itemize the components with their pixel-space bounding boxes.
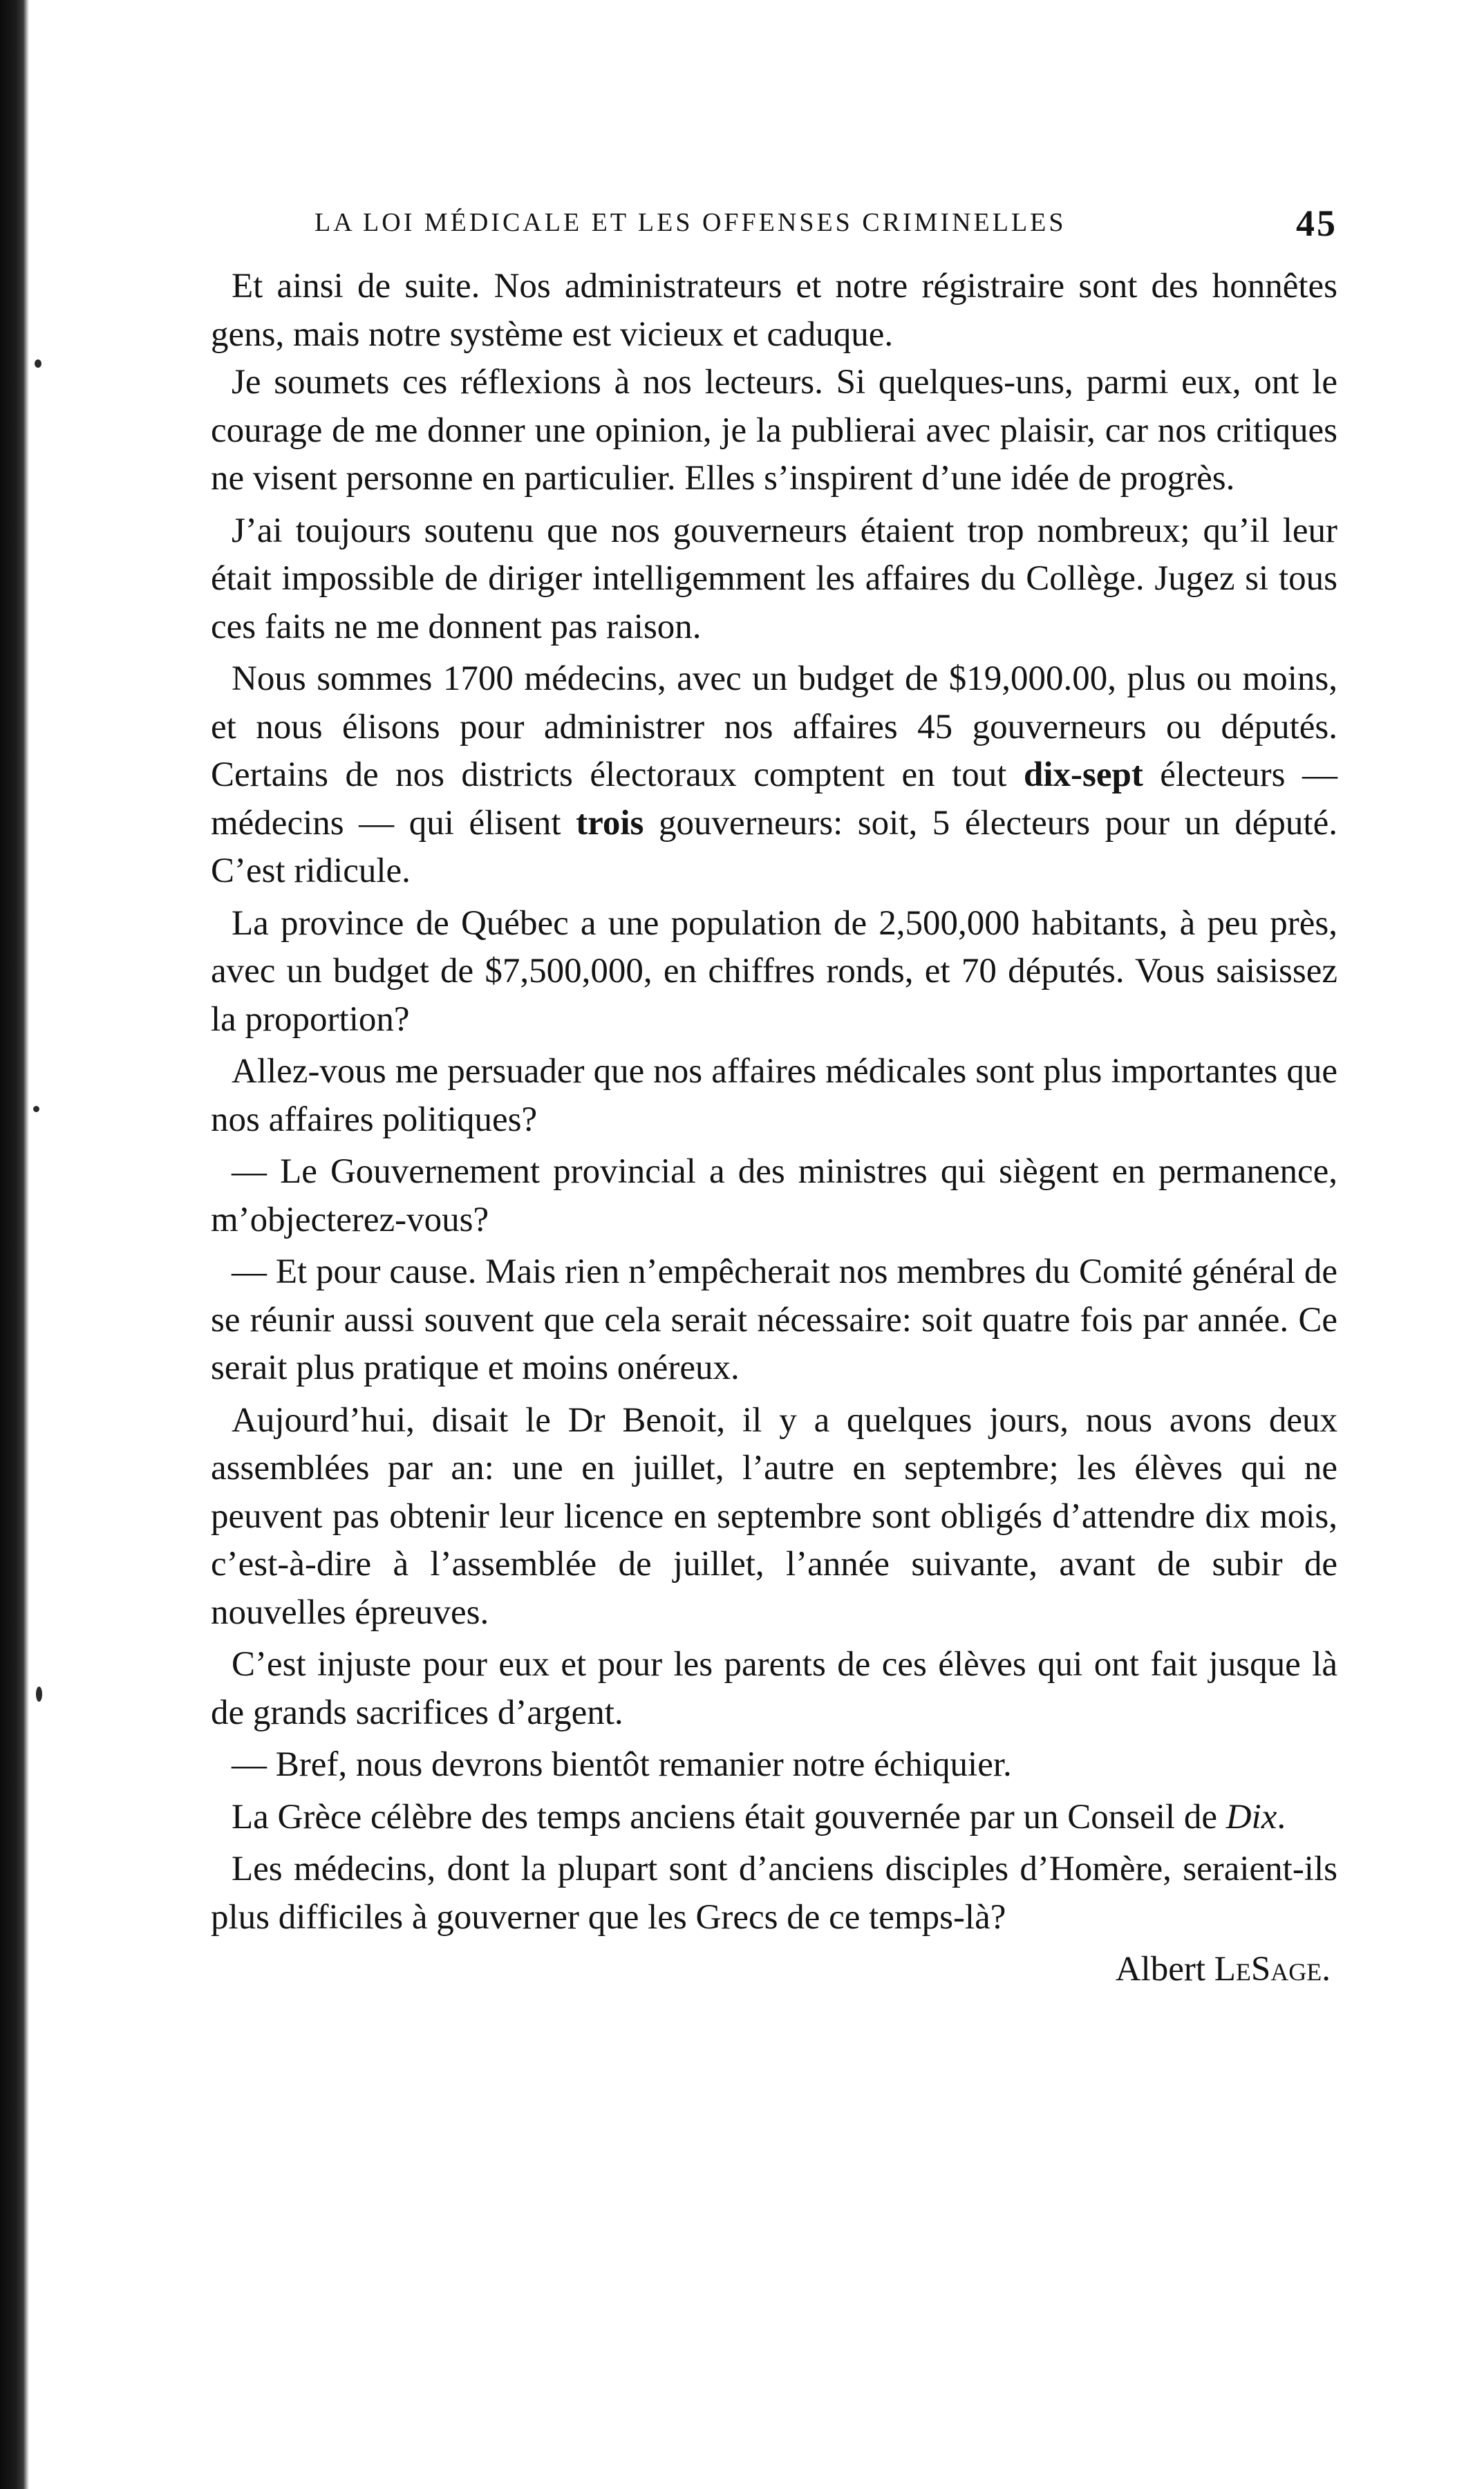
page-number: 45 [1296,203,1337,244]
emphasis-bold: trois [576,803,644,843]
paragraph: Les médecins, dont la plupart sont d’anciens disciples d’Homère, seraient-ils plus difficiles à gouverner que les Grecs de ce temps-là? [211,1850,1337,1937]
paragraph: La province de Québec a une population de 2,500,000 habitants, à peu près, avec un budget de $7,500,000, en chiffres ronds, et 70 députés. Vous saisissez la proportion? [211,903,1337,1039]
paragraph: Et ainsi de suite. Nos administrateurs et notre régistraire sont des honnêtes gens, mais notre système est vicieux et caduque. [211,267,1337,354]
emphasis-bold: dix-sept [1023,755,1143,794]
author-last-name: LeSage. [1214,1950,1331,1989]
paragraph: C’est injuste pour eux et pour les parents de ces élèves qui ont fait jusque là de grands sacrifices d’argent. [211,1645,1337,1732]
scan-speck [33,1106,39,1112]
book-page [211,203,1337,1994]
paragraph: J’ai toujours soutenu que nos gouverneurs étaient trop nombreux; qu’il leur était impossible de diriger intelligemment les affaires du Collège. Jugez si tous ces faits ne me donnent pas raison. [211,511,1337,646]
scan-speck [36,1687,42,1702]
paragraph [211,655,1337,896]
body-text [211,263,1337,1942]
paragraph: Allez-vous me persuader que nos affaires médicales sont plus importantes que nos affaires politiques? [211,1052,1337,1139]
paragraph: — Bref, nous devrons bientôt remanier notre échiquier. [232,1745,1012,1784]
author-signature [211,1946,1337,1994]
paragraph-text: Nous sommes 1700 médecins, avec un budget de $19,000.00, plus ou moins, et nous élisons pour administrer nos affaires 45 gouverneurs ou députés. Certains de nos districts électoraux comptent en tout [211,659,1337,794]
author-first-name: Albert [1115,1950,1205,1989]
paragraph [211,1794,1337,1842]
paragraph-text: gouverneurs: soit, 5 électeurs pour un député. C’est ridicule. [211,803,1337,890]
paragraph: Je soumets ces réflexions à nos lecteurs. Si quelques-uns, parmi eux, ont le courage de me donner une opinion, je la publierai avec plaisir, car nos critiques ne visent personne en particulier. Elles s’inspirent d’une idée de progrès. [211,363,1337,498]
paragraph-text: électeurs — médecins — qui élisent [211,755,1337,843]
running-head-title: LA LOI MÉDICALE ET LES OFFENSES CRIMINELLES [314,208,1067,237]
paragraph: — Et pour cause. Mais rien n’empêcherait nos membres du Comité général de se réunir aussi souvent que cela serait nécessaire: soit quatre fois par année. Ce serait plus pratique et moins onéreux. [211,1252,1337,1387]
running-head [211,203,1337,263]
scan-speck [35,359,41,368]
paragraph-text: La Grèce célèbre des temps anciens était gouvernée par un Conseil de [232,1797,1226,1837]
paragraph: Aujourd’hui, disait le Dr Benoit, il y a quelques jours, nous avons deux assemblées par an: une en juillet, l’autre en septembre; les élèves qui ne peuvent pas obtenir leur licence en septembre sont obligés d’attendre dix mois, c’est-à-dire à l’assemblée de juillet, l’année suivante, avant de subir de nouvelles épreuves. [211,1400,1337,1632]
emphasis-italic: Dix [1225,1797,1277,1837]
paragraph-text: . [1277,1797,1286,1837]
paragraph: — Le Gouvernement provincial a des ministres qui siègent en permanence, m’objecterez-vous? [211,1152,1337,1239]
scan-binding-edge [0,0,29,2489]
